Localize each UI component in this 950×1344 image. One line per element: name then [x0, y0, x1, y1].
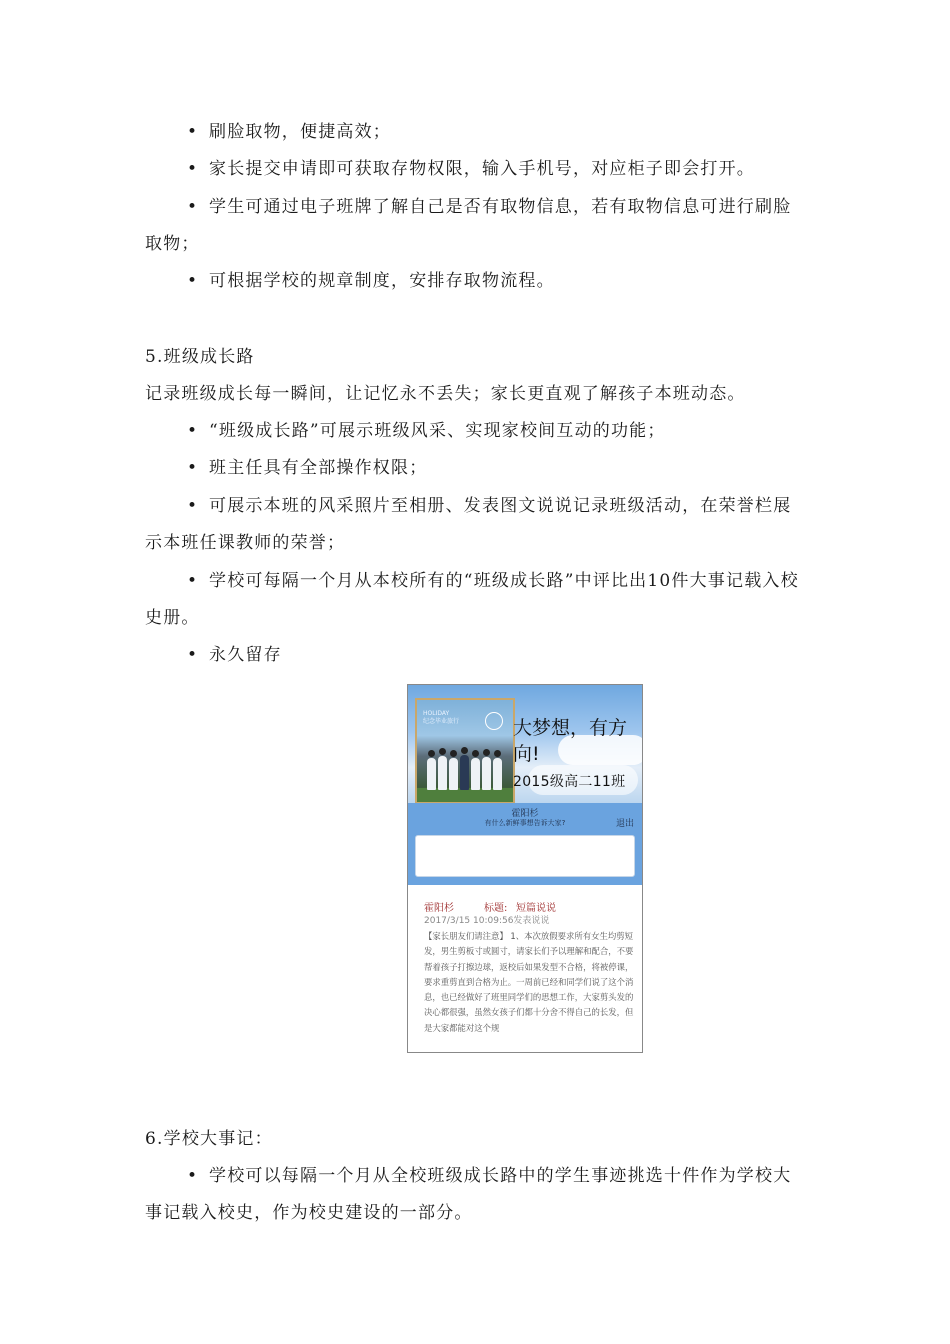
- class-photo: [415, 698, 515, 804]
- bullet-permanent: • 永久留存: [145, 637, 807, 674]
- bullet-dot: •: [187, 645, 199, 665]
- class-name: 2015级高二11班: [513, 774, 626, 790]
- class-slogan: 大梦想，有方向!: [513, 717, 628, 765]
- student-figure: [482, 757, 491, 790]
- student-figure: [449, 758, 458, 790]
- bullet-dot: •: [187, 458, 199, 478]
- bullet-teacher-permission: • 班主任具有全部操作权限；: [145, 450, 807, 487]
- bullet-school-history: • 学校可每隔一个月从本校所有的“班级成长路”中评比出10件大事记载入校史册。: [145, 563, 807, 637]
- logo-icon: [485, 712, 503, 730]
- bullet-student-board: • 学生可通过电子班牌了解自己是否有取物信息，若有取物信息可进行刷脸取物；: [145, 189, 807, 263]
- user-bar: [408, 803, 642, 831]
- bullet-face-pickup: • 刷脸取物，便捷高效；: [145, 114, 807, 151]
- student-figure: [427, 758, 436, 790]
- bullet-dot: •: [187, 1166, 199, 1186]
- post-prompt: 有什么新鲜事想告诉大家?: [484, 819, 566, 827]
- post-title-label: 标题:: [484, 903, 508, 914]
- logout-button[interactable]: 退出: [615, 819, 634, 829]
- bullet-dot: •: [187, 571, 199, 591]
- post-title: 短篇说说: [516, 903, 556, 914]
- section5-heading: 5.班级成长路: [145, 347, 255, 367]
- post-body: 【家长朋友们请注意】 1、本次放假要求所有女生均剪短发，男生剪板寸或圆寸，请家长们予以理解和配合，不要帮着孩子打擦边球，返校后如果发型不合格，将被停课，要求重剪直到合格为止。一周前已经和同学们说了这个消息，也已经做好了班里同学们的思想工作，大家剪头发的决心都很强，虽然女孩子们都十分舍不得自己的长发，但是大家都能对这个规: [424, 931, 634, 1033]
- compose-area: [408, 831, 642, 885]
- bullet-dot: •: [187, 122, 199, 142]
- section5-intro: 记录班级成长每一瞬间，让记忆永不丢失；家长更直观了解孩子本班动态。: [145, 384, 746, 404]
- student-figure: [460, 755, 469, 790]
- bullet-photo-album: • 可展示本班的风采照片至相册、发表图文说说记录班级活动，在荣誉栏展示本班任课教师的荣誉；: [145, 488, 807, 562]
- user-name: 霍阳杉: [511, 809, 539, 819]
- bullet-school-events: • 学校可以每隔一个月从全校班级成长路中的学生事迹挑选十件作为学校大事记载入校史，作为校史建设的一部分。: [145, 1158, 807, 1232]
- bullet-parent-permission: • 家长提交申请即可获取存物权限，输入手机号，对应柜子即会打开。: [145, 151, 807, 188]
- bullet-dot: •: [187, 271, 199, 291]
- student-figure: [493, 758, 502, 790]
- compose-input[interactable]: [415, 835, 635, 877]
- post-author[interactable]: 霍阳杉: [424, 903, 454, 914]
- bullet-school-rules: • 可根据学校的规章制度，安排存取物流程。: [145, 263, 807, 300]
- banner: [408, 685, 642, 803]
- bullet-dot: •: [187, 197, 199, 217]
- bullet-dot: •: [187, 159, 199, 179]
- bullet-dot: •: [187, 421, 199, 441]
- bullet-class-growth: • “班级成长路”可展示班级风采、实现家校间互动的功能；: [145, 413, 807, 450]
- class-growth-screenshot: [407, 684, 643, 1053]
- section6-heading: 6.学校大事记：: [145, 1129, 273, 1149]
- post-time: 2017/3/15 10:09:56发表说说: [424, 916, 550, 926]
- bullet-dot: •: [187, 496, 199, 516]
- ground: [417, 788, 513, 802]
- student-figure: [471, 758, 480, 790]
- post-item: [408, 885, 642, 1052]
- photo-caption: HOLIDAY 纪念毕业旅行: [423, 710, 460, 725]
- student-figure: [438, 756, 447, 790]
